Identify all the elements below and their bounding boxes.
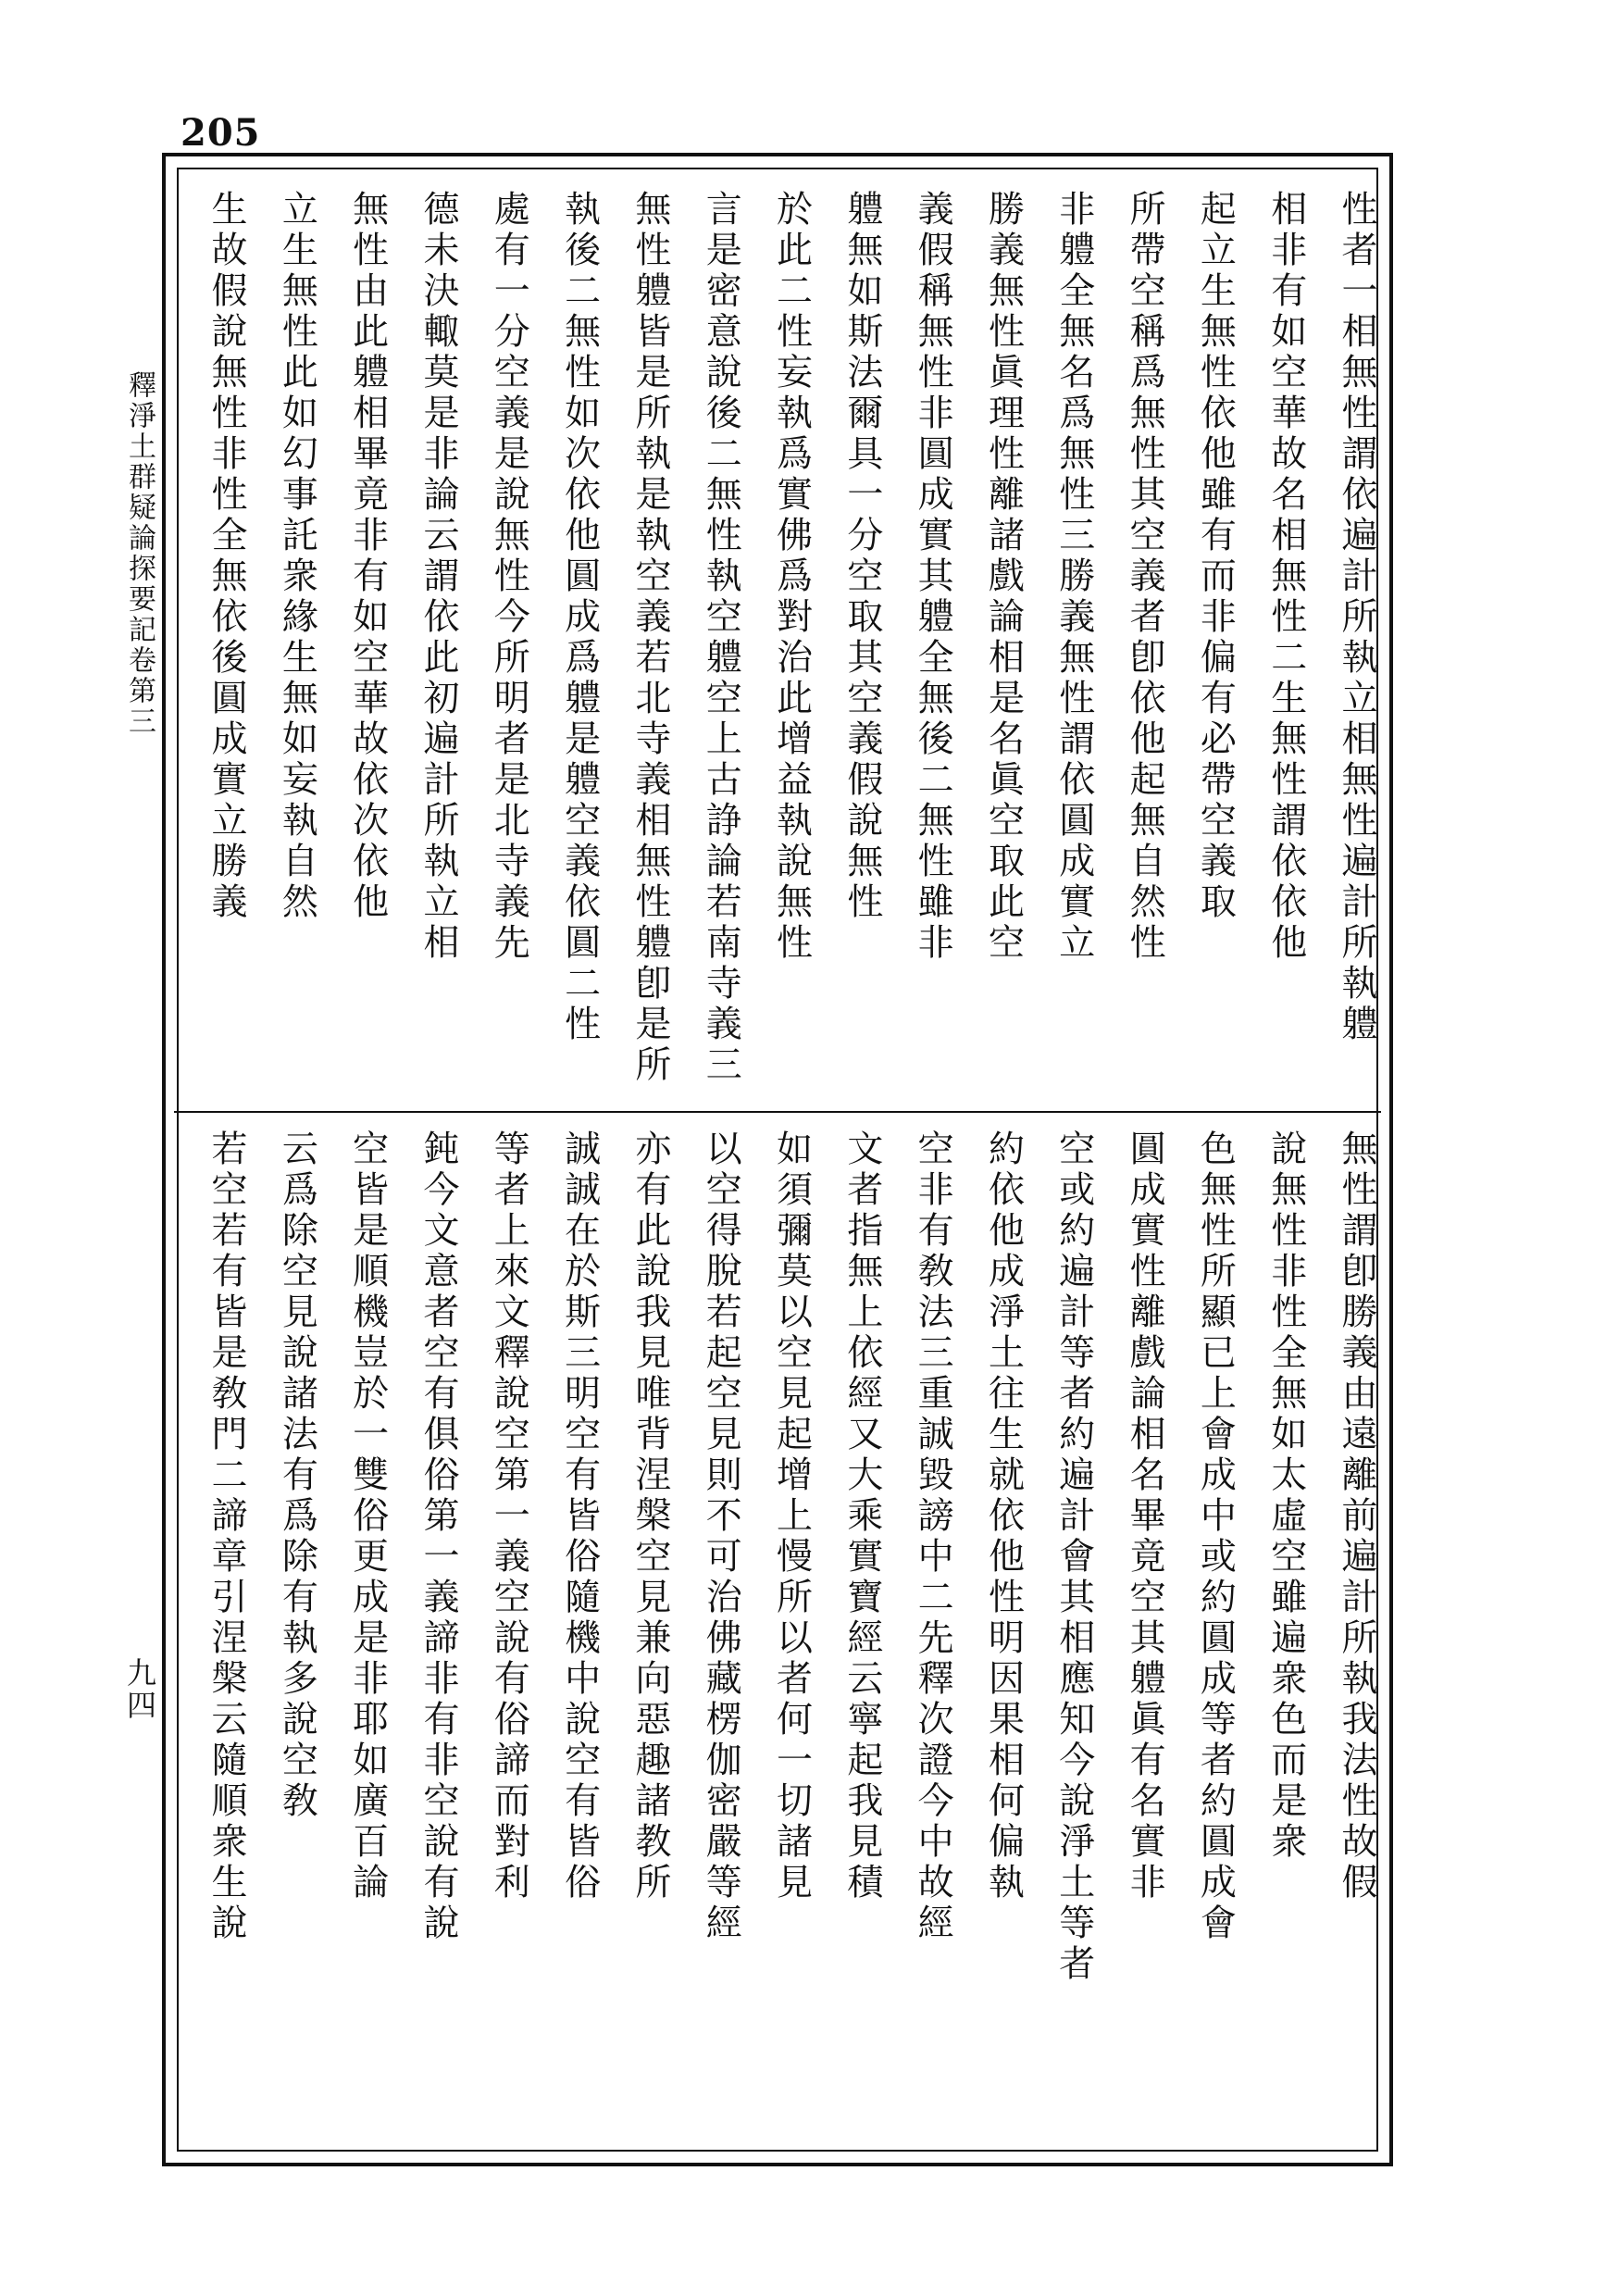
text-column: 性者一相無性謂依遍計所執立相無性遍計所執軆 <box>1336 190 1377 1045</box>
text-column: 義假稱無性非圓成實其軆全無後二無性雖非 <box>912 190 954 964</box>
text-column: 非軆全無名爲無性三勝義無性謂依圓成實立 <box>1052 190 1095 964</box>
running-title: 釋淨土群疑論探要記卷第三 <box>123 370 156 737</box>
text-column: 執後二無性如次依他圓成爲軆是軆空義依圓二性 <box>558 190 601 1045</box>
text-column: 空皆是順機豈於一雙俗更成是非耶如廣百論 <box>346 1129 389 1903</box>
page-number: 205 <box>180 111 261 155</box>
text-column: 軆無如斯法爾具一分空取其空義假說無性 <box>840 190 883 923</box>
text-column: 起立生無性依他雖有而非偏有必帶空義取 <box>1194 190 1237 923</box>
text-column: 以空得脫若起空見則不可治佛藏楞伽密嚴等經 <box>700 1129 742 1944</box>
text-column: 言是密意說後二無性執空軆空上古諍論若南寺義三 <box>700 190 742 1086</box>
folio-number: 九四 <box>122 1657 157 1722</box>
text-column: 立生無性此如幻事託衆緣生無如妄執自然 <box>276 190 318 923</box>
text-column: 勝義無性眞理性離諸戲論相是名眞空取此空 <box>982 190 1025 964</box>
upper-text-block <box>205 190 1377 1106</box>
text-column: 云爲除空見說諸法有爲除有執多說空敎 <box>276 1129 318 1822</box>
text-column: 說無性非性全無如太虛空雖遍衆色而是衆 <box>1264 1129 1307 1863</box>
text-column: 無性謂卽勝義由遠離前遍計所執我法性故假 <box>1336 1129 1377 1903</box>
text-column: 生故假說無性非性全無依後圓成實立勝義 <box>205 190 247 923</box>
text-column: 無性由此軆相畢竟非有如空華故依次依他 <box>346 190 389 923</box>
text-column: 文者指無上依經又大乘實寶經云寧起我見積 <box>840 1129 883 1903</box>
text-column: 處有一分空義是說無性今所明者是北寺義先 <box>488 190 530 964</box>
text-column: 約依他成淨土往生就依他性明因果相何偏執 <box>982 1129 1025 1903</box>
text-column: 所帶空稱爲無性其空義者卽依他起無自然性 <box>1124 190 1166 964</box>
text-column: 等者上來文釋說空第一義空說有俗諦而對利 <box>488 1129 530 1903</box>
text-column: 無性軆皆是所執是執空義若北寺義相無性軆卽是所 <box>629 190 671 1086</box>
text-column: 誠誠在於斯三明空有皆俗隨機中說空有皆俗 <box>558 1129 601 1903</box>
text-column: 於此二性妄執爲實佛爲對治此增益執說無性 <box>770 190 813 964</box>
text-column: 亦有此說我見唯背涅槃空見兼向惡趣諸教所 <box>629 1129 671 1903</box>
text-column: 德未決輙莫是非論云謂依此初遍計所執立相 <box>417 190 459 964</box>
text-column: 色無性所顯已上會成中或約圓成等者約圓成會 <box>1194 1129 1237 1944</box>
text-column: 空非有敎法三重誠毀謗中二先釋次證今中故經 <box>912 1129 954 1944</box>
lower-text-block <box>205 1129 1377 2148</box>
text-column: 若空若有皆是敎門二諦章引涅槃云隨順衆生說 <box>205 1129 247 1944</box>
text-column: 空或約遍計等者約遍計會其相應知今說淨土等者 <box>1052 1129 1095 1985</box>
section-divider <box>174 1111 1381 1113</box>
text-column: 相非有如空華故名相無性二生無性謂依依他 <box>1264 190 1307 964</box>
text-column: 鈍今文意者空有俱俗第一義諦非有非空說有說 <box>417 1129 459 1944</box>
text-column: 圓成實性離戲論相名畢竟空其軆眞有名實非 <box>1124 1129 1166 1903</box>
text-column: 如須彌莫以空見起增上慢所以者何一切諸見 <box>770 1129 813 1903</box>
